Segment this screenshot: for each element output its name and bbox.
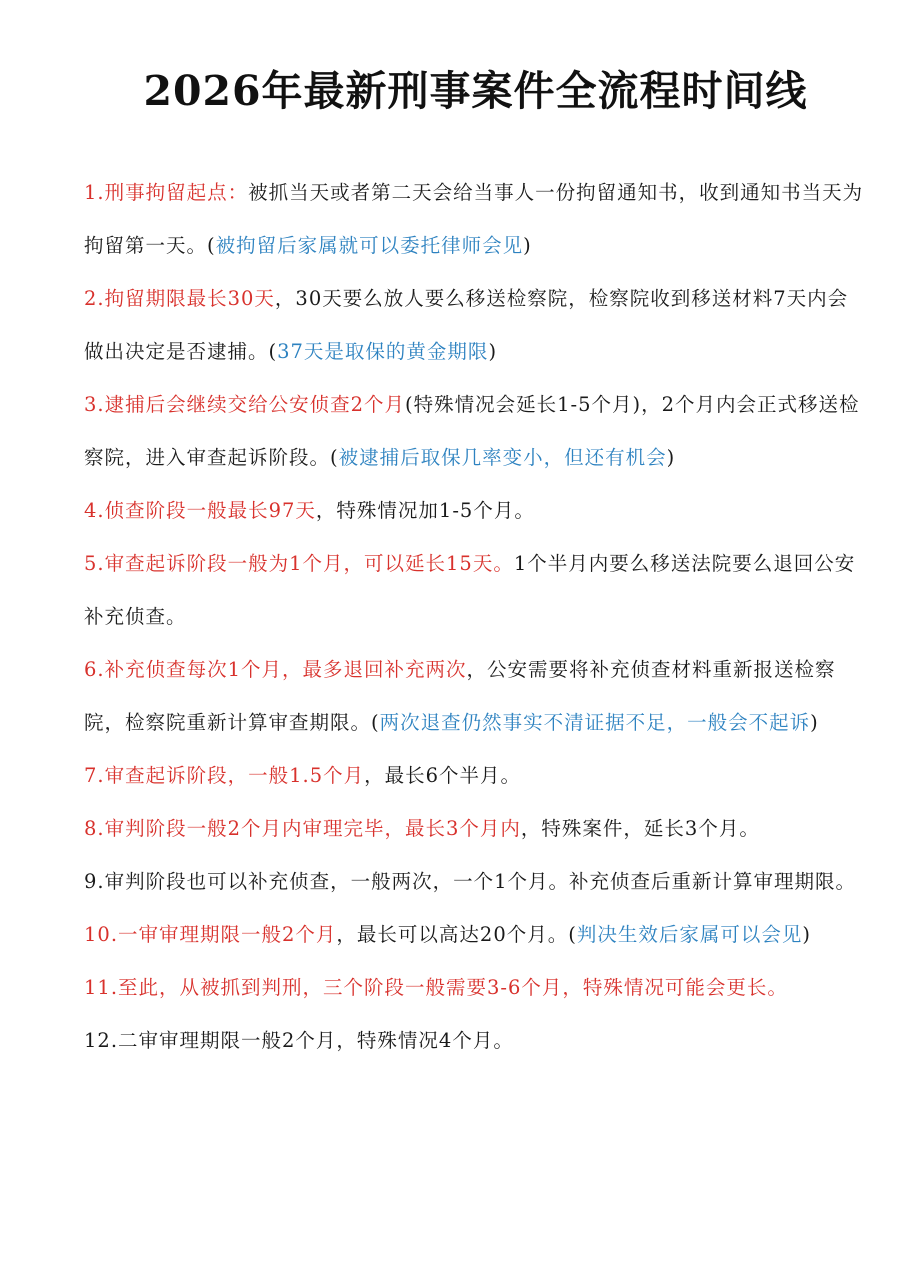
body-text: ，特殊情况加1-5个月。: [315, 499, 535, 522]
highlight-text: 2.拘留期限最长30天: [84, 287, 275, 310]
timeline-item: [84, 1014, 867, 1067]
body-text: ): [488, 340, 498, 363]
body-text: (特殊情况会延长1-5个月)，2个月内会正式移送检察院，进入审查起诉阶段。(: [84, 393, 860, 469]
note-text: 两次退查仍然事实不清证据不足，一般会不起诉: [379, 711, 811, 734]
body-text: ): [666, 446, 676, 469]
body-text: ): [523, 234, 532, 257]
body-text: ，特殊案件，延长3个月。: [520, 817, 760, 840]
timeline-item: [84, 484, 867, 537]
highlight-text: 6.补充侦查每次1个月，最多退回补充两次: [84, 658, 467, 681]
note-text: 判决生效后家属可以会见: [576, 923, 803, 946]
timeline-item: [84, 643, 867, 749]
timeline-item: [84, 378, 867, 484]
body-text: ，最长6个半月。: [364, 764, 522, 787]
timeline-list: [84, 166, 867, 1067]
timeline-item: [84, 272, 867, 378]
body-text: 被抓当天或者第二天会给当事人一份拘留通知书，收到通知书当天为拘留第一天。(: [84, 181, 864, 257]
timeline-item: [84, 802, 867, 855]
highlight-text: 7.审查起诉阶段，一般1.5个月: [84, 764, 365, 787]
highlight-text: 5.审查起诉阶段一般为1个月，可以延长15天。: [84, 552, 514, 575]
note-text: 被拘留后家属就可以委托律师会见: [215, 234, 524, 257]
highlight-text: 1.刑事拘留起点：: [84, 181, 249, 204]
timeline-item: [84, 537, 867, 643]
body-text: ，30天要么放人要么移送检察院，检察院收到移送材料7天内会做出决定是否逮捕。(: [84, 287, 849, 363]
timeline-item: [84, 855, 867, 908]
note-text: 37天是取保的黄金期限: [277, 340, 489, 363]
body-text: ): [810, 711, 819, 734]
timeline-item: [84, 908, 867, 961]
timeline-item: [84, 961, 867, 1014]
timeline-item: [84, 749, 867, 802]
page-title: 2026年最新刑事案件全流程时间线: [143, 67, 808, 115]
body-text: ): [802, 923, 811, 946]
body-text: 1个半月内要么移送法院要么退回公安补充侦查。: [84, 552, 856, 628]
highlight-text: 3.逮捕后会继续交给公安侦查2个月: [84, 393, 406, 416]
note-text: 被逮捕后取保几率变小，但还有机会: [338, 446, 667, 469]
highlight-text: 8.审判阶段一般2个月内审理完毕，最长3个月内: [84, 817, 521, 840]
highlight-text: 10.一审审理期限一般2个月: [84, 923, 337, 946]
body-text: ，最长可以高达20个月。(: [336, 923, 577, 946]
body-text: 12.二审审理期限一般2个月，特殊情况4个月。: [84, 1029, 514, 1052]
body-text: 9.审判阶段也可以补充侦查，一般两次，一个1个月。补充侦查后重新计算审理期限。: [84, 870, 857, 893]
highlight-text: 4.侦查阶段一般最长97天: [84, 499, 316, 522]
timeline-item: [84, 166, 867, 272]
highlight-text: 11.至此，从被抓到判刑，三个阶段一般需要3-6个月，特殊情况可能会更长。: [84, 976, 788, 999]
body-text: ，公安需要将补充侦查材料重新报送检察院，检察院重新计算审查期限。(: [84, 658, 836, 734]
